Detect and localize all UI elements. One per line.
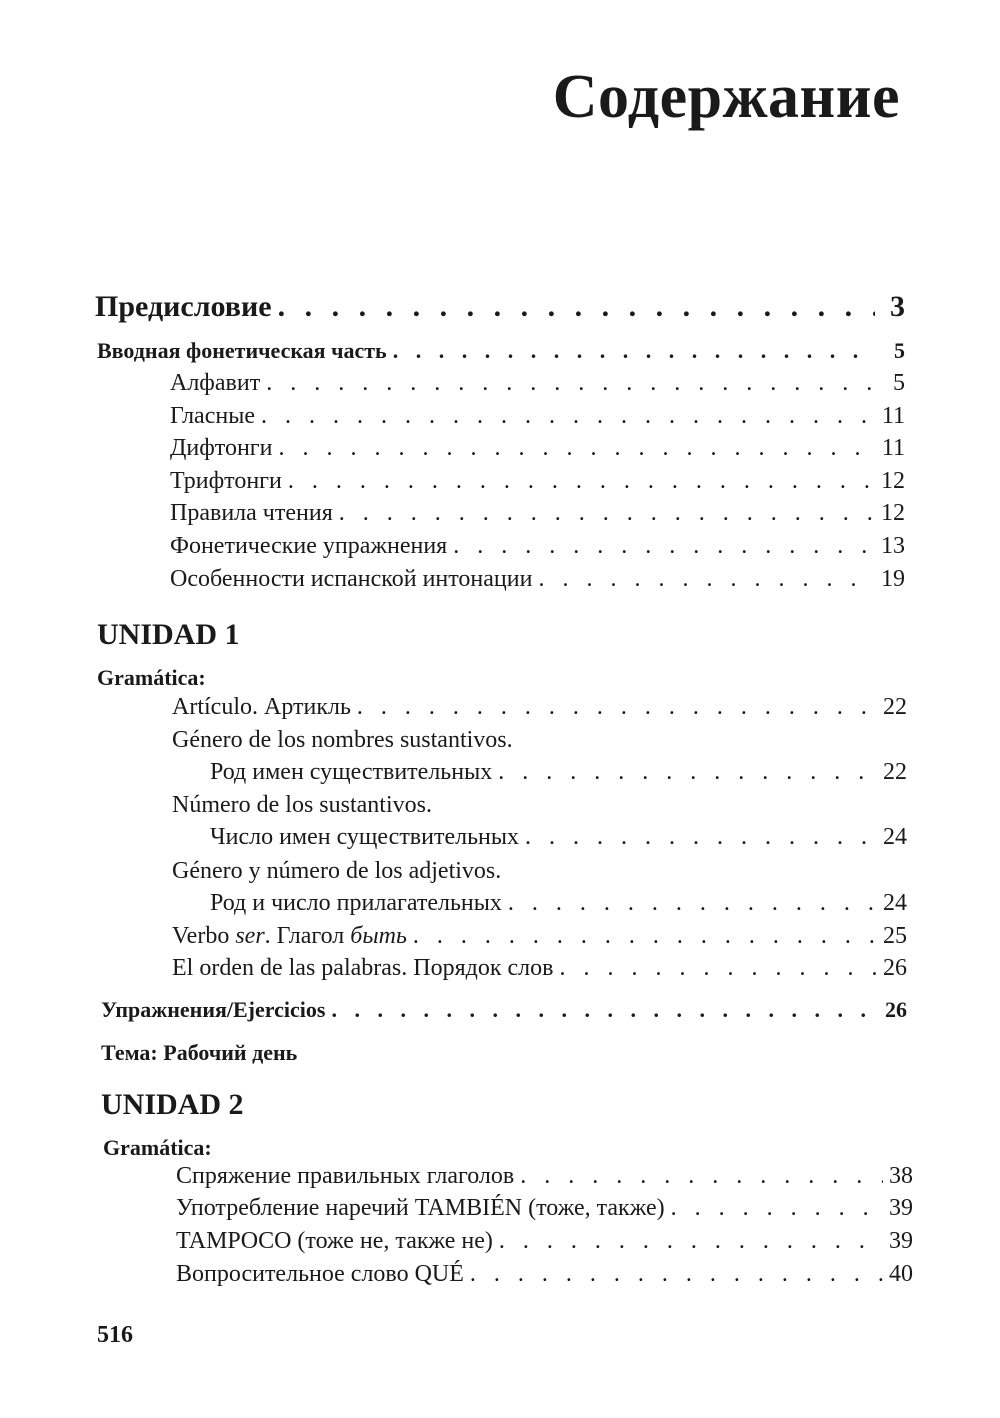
dot-leader xyxy=(278,435,875,462)
glagol-text: . Глагол xyxy=(264,923,351,949)
toc-entry-label: Алфавит xyxy=(170,370,261,396)
toc-entry-adjetivos-line1[interactable]: Género y número de los adjetivos. xyxy=(172,858,502,884)
unit2-heading: UNIDAD 2 xyxy=(101,1088,244,1121)
unit1-theme: Тема: Рабочий день xyxy=(101,1040,298,1065)
toc-entry-label: Дифтонги xyxy=(170,435,273,461)
toc-entry-exercises[interactable] xyxy=(101,997,907,1023)
toc-entry-numero-line1[interactable]: Número de los sustantivos. xyxy=(172,792,432,818)
dot-leader xyxy=(520,1163,883,1190)
dot-leader xyxy=(508,890,877,917)
toc-entry-label: Особенности испанской интонации xyxy=(170,566,533,592)
dot-leader xyxy=(559,955,877,982)
toc-entry-label: Род имен существительных xyxy=(210,759,493,785)
toc-entry-label: Предисловие xyxy=(95,290,272,323)
dot-leader xyxy=(278,290,875,324)
toc-page-number: 19 xyxy=(881,566,905,592)
toc-entry-label: Употребление наречий TAMBIÉN (тоже, также) xyxy=(176,1195,665,1221)
dot-leader xyxy=(288,468,875,495)
toc-page-number: 24 xyxy=(883,890,907,916)
dot-leader xyxy=(339,500,875,527)
toc-page-number: 22 xyxy=(883,694,907,720)
toc-page-number: 39 xyxy=(889,1228,913,1254)
toc-entry-preface[interactable] xyxy=(95,290,905,324)
toc-entry-triphthongs[interactable] xyxy=(170,468,905,495)
toc-entry-label: Трифтонги xyxy=(170,468,282,494)
toc-entry-reading-rules[interactable] xyxy=(170,500,905,527)
dot-leader xyxy=(413,923,877,950)
dot-leader xyxy=(357,694,877,721)
toc-entry-tampoco[interactable] xyxy=(176,1228,913,1255)
toc-entry-que[interactable] xyxy=(176,1261,913,1288)
toc-entry-genero-line1[interactable]: Género de los nombres sustantivos. xyxy=(172,727,513,753)
toc-entry-label: Фонетические упражнения xyxy=(170,533,448,559)
toc-entry-adjetivos-line2[interactable] xyxy=(210,890,907,917)
dot-leader xyxy=(499,1228,883,1255)
toc-entry-label: Спряжение правильных глаголов xyxy=(176,1163,515,1189)
toc-entry-intonation[interactable] xyxy=(170,566,905,593)
toc-entry-verbo-ser[interactable] xyxy=(172,923,907,950)
page-title: Содержание xyxy=(552,63,900,131)
dot-leader xyxy=(266,370,875,397)
toc-page-number: 12 xyxy=(881,468,905,494)
toc-entry-label: Упражнения/Ejercicios xyxy=(101,997,326,1022)
dot-leader xyxy=(331,997,877,1023)
dot-leader xyxy=(393,338,875,364)
dot-leader xyxy=(671,1195,883,1222)
toc-page-number: 39 xyxy=(889,1195,913,1221)
byt-italic: быть xyxy=(350,923,407,949)
toc-entry-label: Род и число прилагательных xyxy=(210,890,502,916)
dot-leader xyxy=(538,566,875,593)
unit1-heading: UNIDAD 1 xyxy=(97,618,240,651)
toc-entry-genero-line2[interactable] xyxy=(210,759,907,786)
toc-entry-intro[interactable] xyxy=(97,338,905,364)
verbo-text: Verbo xyxy=(172,923,236,949)
toc-page-number: 3 xyxy=(890,290,905,323)
toc-page-number: 5 xyxy=(894,338,905,363)
toc-page-number: 38 xyxy=(889,1163,913,1189)
toc-page-number: 22 xyxy=(883,759,907,785)
dot-leader xyxy=(261,403,875,430)
unit1-grammar-label: Gramática: xyxy=(97,665,206,690)
ser-italic: ser xyxy=(235,923,265,949)
toc-page-number: 24 xyxy=(883,824,907,850)
toc-entry-label: Гласные xyxy=(170,403,255,429)
toc-page-number: 11 xyxy=(881,403,905,429)
unit2-grammar-label: Gramática: xyxy=(103,1135,212,1160)
toc-entry-vowels[interactable] xyxy=(170,403,905,430)
toc-page-number: 26 xyxy=(883,955,907,981)
toc-page-number: 12 xyxy=(881,500,905,526)
toc-entry-conjugation[interactable] xyxy=(176,1163,913,1190)
dot-leader xyxy=(525,824,877,851)
toc-entry-label: Вопросительное слово QUÉ xyxy=(176,1261,464,1287)
dot-leader xyxy=(498,759,877,786)
toc-entry-label: Artículo. Артикль xyxy=(172,694,351,720)
toc-entry-phonetic-exercises[interactable] xyxy=(170,533,905,560)
toc-entry-label: Число имен существительных xyxy=(210,824,520,850)
toc-entry-numero-line2[interactable] xyxy=(210,824,907,851)
dot-leader xyxy=(453,533,875,560)
toc-entry-alphabet[interactable] xyxy=(170,370,905,397)
page-number: 516 xyxy=(97,1322,133,1348)
dot-leader xyxy=(470,1261,883,1288)
toc-page-number: 5 xyxy=(893,370,905,396)
toc-page-number: 11 xyxy=(881,435,905,461)
toc-page-number: 13 xyxy=(881,533,905,559)
toc-entry-label: TAMPOCO (тоже не, также не) xyxy=(176,1228,493,1254)
toc-page-number: 26 xyxy=(885,997,907,1022)
toc-entry-label: Правила чтения xyxy=(170,500,333,526)
toc-entry-label: El orden de las palabras. Порядок слов xyxy=(172,955,554,981)
toc-entry-label: Вводная фонетическая часть xyxy=(97,338,387,363)
toc-entry-tambien[interactable] xyxy=(176,1195,913,1222)
toc-entry-diphthongs[interactable] xyxy=(170,435,905,462)
toc-page-number: 40 xyxy=(889,1261,913,1287)
toc-page-number: 25 xyxy=(883,923,907,949)
toc-entry-orden[interactable] xyxy=(172,955,907,982)
toc-entry-label xyxy=(172,923,407,950)
toc-entry-articulo[interactable] xyxy=(172,694,907,721)
